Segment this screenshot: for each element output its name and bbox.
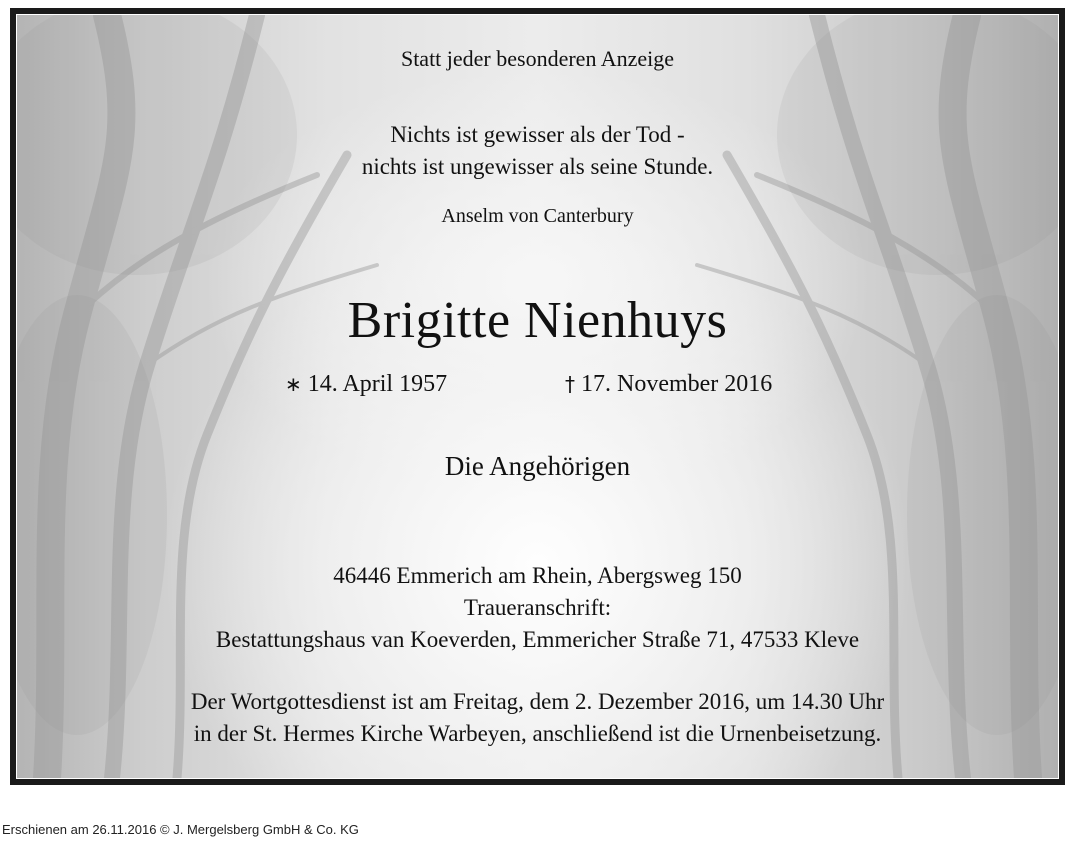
obituary-panel	[16, 14, 1059, 779]
quote-line: nichts ist ungewisser als seine Stunde.	[361, 154, 714, 179]
quote-author: Anselm von Canterbury	[441, 205, 634, 227]
publication-note: Erschienen am 26.11.2016 © J. Mergelsberg GmbH & Co. KG	[2, 822, 359, 837]
address-line: Traueranschrift:	[463, 595, 612, 620]
life-dates	[17, 371, 1058, 401]
birth-date-group	[285, 371, 447, 398]
service-line: Der Wortgottesdienst ist am Freitag, dem 2. Dezember 2016, um 14.30 Uhr	[190, 689, 885, 714]
obituary-frame	[10, 8, 1065, 785]
asterisk-icon: ∗	[285, 372, 302, 396]
cross-icon: †	[565, 372, 575, 396]
service-info	[17, 686, 1058, 750]
address-line: 46446 Emmerich am Rhein, Abergsweg 150	[333, 563, 742, 588]
birth-date: 14. April 1957	[307, 371, 448, 397]
address-line: Bestattungshaus van Koeverden, Emmericher Straße 71, 47533 Kleve	[215, 627, 860, 652]
relatives: Die Angehörigen	[444, 451, 631, 481]
death-date: 17. November 2016	[581, 371, 773, 397]
header-note: Statt jeder besonderen Anzeige	[400, 46, 675, 71]
quote	[17, 119, 1058, 183]
service-line: in der St. Hermes Kirche Warbeyen, anschließend ist die Urnenbeisetzung.	[193, 721, 882, 746]
quote-line: Nichts ist gewisser als der Tod -	[390, 122, 685, 147]
death-date-group	[565, 371, 772, 398]
address-block	[17, 560, 1058, 656]
deceased-name: Brigitte Nienhuys	[347, 292, 728, 349]
